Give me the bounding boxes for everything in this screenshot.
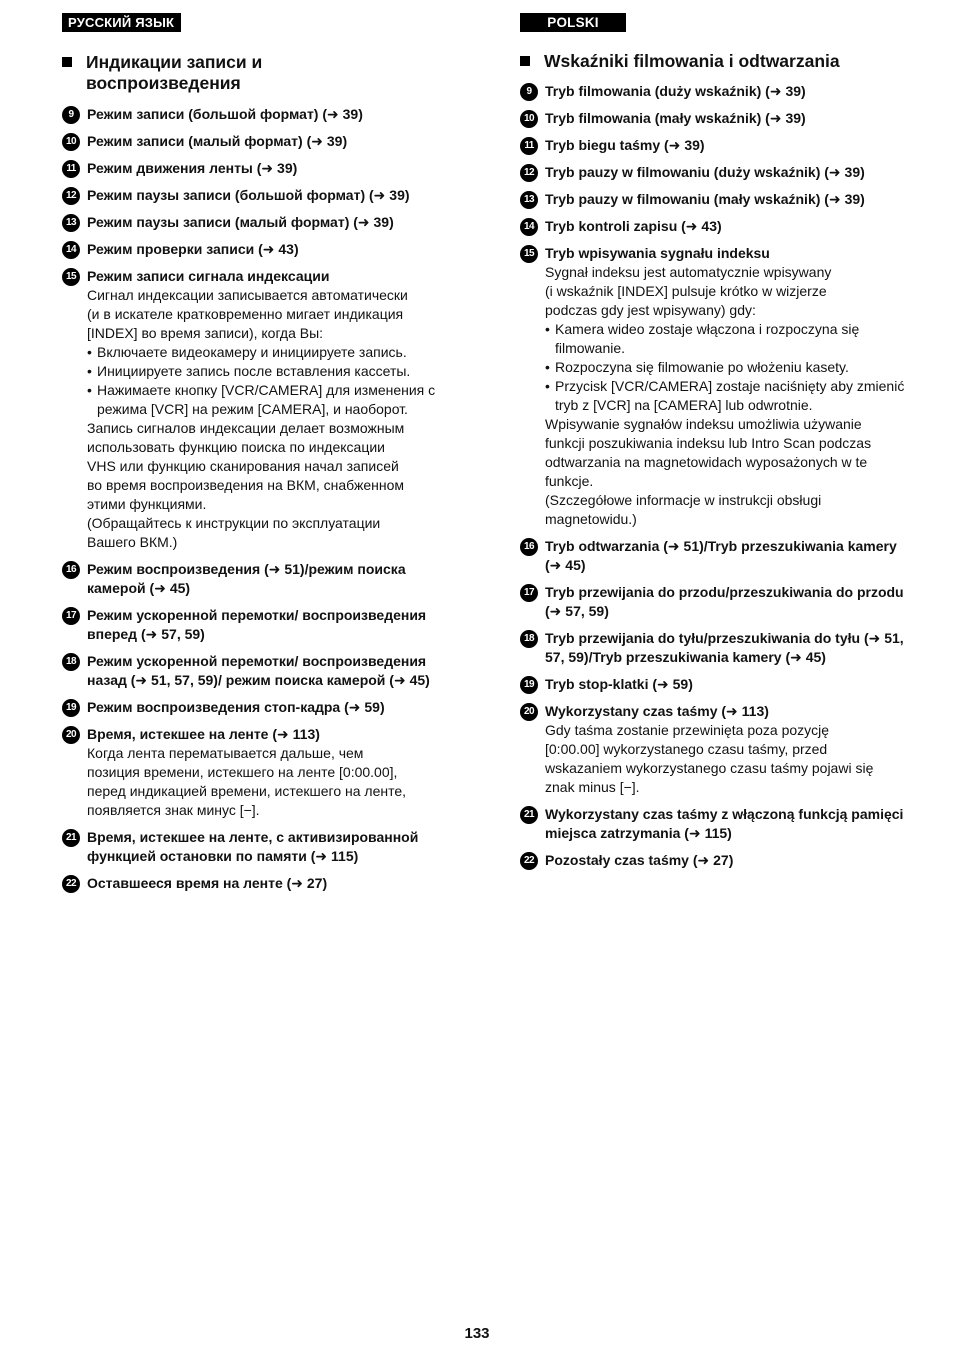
description-line: Запись сигналов индексации делает возможным: [87, 420, 405, 436]
bullet-item: • Rozpoczyna się filmowanie po włożeniu kasety.: [545, 358, 915, 377]
item-title: Режим движения ленты (➜ 39): [87, 160, 298, 176]
description-line: (i wskaźnik [INDEX] pulsuje krótko w wizjerze: [545, 283, 827, 299]
indicator-item: [62, 132, 457, 151]
circled-number-icon: 11: [520, 137, 538, 155]
language-label: POLSKI: [520, 13, 626, 32]
circled-number-icon: 16: [520, 538, 538, 556]
item-title: Режим воспроизведения (➜ 51)/режим поиска камерой (➜ 45): [87, 561, 406, 596]
item-title: Режим записи (большой формат) (➜ 39): [87, 106, 363, 122]
indicator-item: [62, 606, 457, 644]
item-title: Wykorzystany czas taśmy z włączoną funkcją pamięci miejsca zatrzymania (➜ 115): [545, 806, 904, 841]
description-line: (и в искателе кратковременно мигает индикация: [87, 306, 404, 322]
item-title: Режим ускоренной перемотки/ воспроизведения назад (➜ 51, 57, 59)/ режим поиска камерой (➜ 45): [87, 653, 430, 688]
circled-number-icon: 13: [520, 191, 538, 209]
indicator-item: [62, 105, 457, 124]
circled-number-icon: 11: [62, 160, 80, 178]
description-line: Когда лента перематывается дальше, чем: [87, 745, 364, 761]
indicator-item: [62, 240, 457, 259]
item-title: Оставшееся время на ленте (➜ 27): [87, 875, 328, 891]
circled-number-icon: 18: [62, 653, 80, 671]
square-bullet-icon: [520, 56, 530, 66]
circled-number-icon: 19: [62, 699, 80, 717]
indicator-item: [520, 675, 915, 694]
description-line: перед индикацией времени, истекшего на ленте,: [87, 783, 407, 799]
description-line: Wpisywanie sygnałów indeksu umożliwia używanie: [545, 416, 862, 432]
indicator-item: [520, 629, 915, 667]
circled-number-icon: 20: [62, 726, 80, 744]
bullet-item: • Инициируете запись после вставления кассеты.: [87, 362, 457, 381]
circled-number-icon: 14: [520, 218, 538, 236]
item-title: Режим паузы записи (малый формат) (➜ 39): [87, 214, 394, 230]
indicator-item: [520, 109, 915, 128]
description-line: [0:00.00] wykorzystanego czasu taśmy, przed: [545, 741, 828, 757]
indicator-item: [520, 244, 915, 529]
item-description: [545, 263, 915, 320]
description-line: позиция времени, истекшего на ленте [0:00.00],: [87, 764, 398, 780]
item-title: Tryb wpisywania sygnału indeksu: [545, 245, 770, 261]
indicator-item: [520, 136, 915, 155]
item-title: Tryb stop-klatki (➜ 59): [545, 676, 693, 692]
item-title: Tryb filmowania (mały wskaźnik) (➜ 39): [545, 110, 806, 126]
description-line: odtwarzania na magnetowidach wyposażonych w te: [545, 454, 868, 470]
square-bullet-icon: [62, 57, 72, 67]
description-line: во время воспроизведения на ВКМ, снабженном: [87, 477, 405, 493]
circled-number-icon: 21: [62, 829, 80, 847]
description-line: znak minus [−].: [545, 779, 640, 795]
indicator-item: [62, 560, 457, 598]
circled-number-icon: 19: [520, 676, 538, 694]
indicator-item: [520, 190, 915, 209]
bullet-item: • Kamera wideo zostaje włączona i rozpoczyna się filmowanie.: [545, 320, 915, 358]
indicator-item: [62, 652, 457, 690]
indicator-item: [520, 702, 915, 797]
bullet-item: • Включаете видеокамеру и инициируете запись.: [87, 343, 457, 362]
description-line: [INDEX] во время записи), когда Вы:: [87, 325, 324, 341]
indicator-list: [62, 105, 457, 893]
item-title: Wykorzystany czas taśmy (➜ 113): [545, 703, 769, 719]
indicator-item: [62, 213, 457, 232]
indicator-item: [62, 267, 457, 552]
indicator-item: [62, 186, 457, 205]
circled-number-icon: 15: [520, 245, 538, 263]
circled-number-icon: 9: [520, 83, 538, 101]
circled-number-icon: 15: [62, 268, 80, 286]
page-number: 133: [464, 1325, 490, 1342]
item-title: Pozostały czas taśmy (➜ 27): [545, 852, 734, 868]
item-title: Tryb kontroli zapisu (➜ 43): [545, 218, 722, 234]
item-description: [87, 419, 457, 552]
circled-number-icon: 17: [520, 584, 538, 602]
circled-number-icon: 9: [62, 106, 80, 124]
description-line: Сигнал индексации записывается автоматически: [87, 287, 408, 303]
circled-number-icon: 21: [520, 806, 538, 824]
circled-number-icon: 17: [62, 607, 80, 625]
description-line: Вашего ВКМ.): [87, 534, 178, 550]
item-description: [87, 286, 457, 343]
description-line: podczas gdy jest wpisywany) gdy:: [545, 302, 756, 318]
russian-column: [62, 13, 457, 901]
circled-number-icon: 10: [62, 133, 80, 151]
description-line: magnetowidu.): [545, 511, 637, 527]
item-title: Время, истекшее на ленте, с активизированной функцией остановки по памяти (➜ 115): [87, 829, 419, 864]
indicator-item: [520, 851, 915, 870]
item-description: [545, 415, 915, 529]
description-line: Sygnał indeksu jest automatycznie wpisywany: [545, 264, 832, 280]
description-line: использовать функцию поиска по индексации: [87, 439, 385, 455]
bullet-item: • Нажимаете кнопку [VCR/CAMERA] для изменения с режима [VCR] на режим [CAMERA], и наоборот.: [87, 381, 457, 419]
item-title: Режим проверки записи (➜ 43): [87, 241, 299, 257]
item-title: Tryb przewijania do przodu/przeszukiwania do przodu (➜ 57, 59): [545, 584, 904, 619]
item-title: Режим записи сигнала индексации: [87, 268, 330, 284]
polish-column: [520, 13, 915, 878]
item-title: Время, истекшее на ленте (➜ 113): [87, 726, 320, 742]
item-title: Режим ускоренной перемотки/ воспроизведения вперед (➜ 57, 59): [87, 607, 427, 642]
description-line: (Обращайтесь к инструкции по эксплуатации: [87, 515, 381, 531]
bullet-item: • Przycisk [VCR/CAMERA] zostaje naciśnięty aby zmienić tryb z [VCR] na [CAMERA] lub odwrotnie.: [545, 377, 915, 415]
description-line: funkcje.: [545, 473, 594, 489]
circled-number-icon: 14: [62, 241, 80, 259]
circled-number-icon: 20: [520, 703, 538, 721]
circled-number-icon: 13: [62, 214, 80, 232]
indicator-item: [520, 217, 915, 236]
description-line: wskazaniem wykorzystanego czasu taśmy pojawi się: [545, 760, 874, 776]
circled-number-icon: 22: [62, 875, 80, 893]
section-heading: Wskaźniki filmowania i odtwarzania: [520, 51, 915, 72]
item-title: Tryb biegu taśmy (➜ 39): [545, 137, 705, 153]
circled-number-icon: 12: [62, 187, 80, 205]
indicator-item: [520, 163, 915, 182]
item-title: Tryb odtwarzania (➜ 51)/Tryb przeszukiwania kamery (➜ 45): [545, 538, 897, 573]
indicator-item: [520, 583, 915, 621]
language-label: РУССКИЙ ЯЗЫК: [62, 13, 181, 32]
item-description: [87, 744, 457, 820]
indicator-item: [62, 698, 457, 717]
item-title: Режим паузы записи (большой формат) (➜ 39): [87, 187, 410, 203]
circled-number-icon: 16: [62, 561, 80, 579]
item-title: Режим воспроизведения стоп-кадра (➜ 59): [87, 699, 385, 715]
item-description: [545, 721, 915, 797]
circled-number-icon: 10: [520, 110, 538, 128]
item-title: Tryb filmowania (duży wskaźnik) (➜ 39): [545, 83, 806, 99]
bullet-list: [87, 343, 457, 419]
item-title: Режим записи (малый формат) (➜ 39): [87, 133, 348, 149]
description-line: Gdy taśma zostanie przewinięta poza pozycję: [545, 722, 830, 738]
description-line: (Szczegółowe informacje w instrukcji obsługi: [545, 492, 822, 508]
description-line: этими функциями.: [87, 496, 207, 512]
bullet-list: [545, 320, 915, 415]
circled-number-icon: 18: [520, 630, 538, 648]
indicator-item: [520, 805, 915, 843]
item-title: Tryb przewijania do tyłu/przeszukiwania do tyłu (➜ 51, 57, 59)/Tryb przeszukiwania kamery (➜ 45): [545, 630, 904, 665]
indicator-item: [62, 159, 457, 178]
indicator-item: [520, 537, 915, 575]
indicator-item: [520, 82, 915, 101]
description-line: появляется знак минус [−].: [87, 802, 260, 818]
description-line: funkcji poszukiwania indeksu lub Intro Scan podczas: [545, 435, 872, 451]
item-title: Tryb pauzy w filmowaniu (mały wskaźnik) (➜ 39): [545, 191, 865, 207]
indicator-item: [62, 874, 457, 893]
section-heading: Индикации записи и воспроизведения: [62, 52, 457, 94]
indicator-list: [520, 82, 915, 870]
indicator-item: [62, 828, 457, 866]
description-line: VHS или функцию сканирования начал записей: [87, 458, 399, 474]
circled-number-icon: 12: [520, 164, 538, 182]
indicator-item: [62, 725, 457, 820]
item-title: Tryb pauzy w filmowaniu (duży wskaźnik) (➜ 39): [545, 164, 865, 180]
circled-number-icon: 22: [520, 852, 538, 870]
